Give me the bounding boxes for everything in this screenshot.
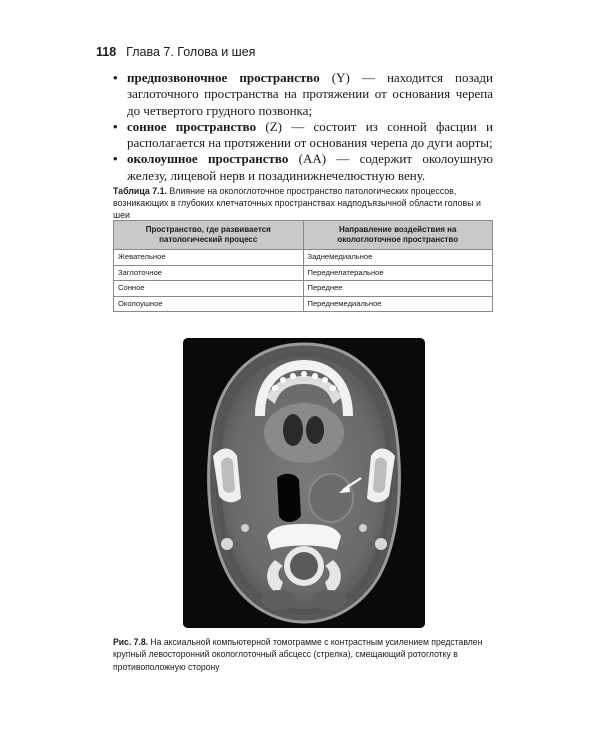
definition: (AA) — содержит околоушную железу, лицевой нерв и позадинижнечелюстную вену. [127, 151, 493, 183]
table-row [114, 265, 493, 281]
bullet-mark: • [113, 70, 118, 85]
table-header-row [114, 221, 493, 250]
table-cell: Жевательное [114, 250, 304, 266]
ct-scan-graphic [183, 338, 425, 628]
definition: (Y) — находится позади заглоточного пространства на протяжении от основания черепа до четвертого грудного позвонка; [127, 70, 493, 118]
table-caption [113, 186, 495, 222]
figure-caption-label: Рис. 7.8. [113, 636, 149, 647]
running-header [96, 45, 255, 59]
chapter-title: Глава 7. Голова и шея [126, 45, 256, 59]
table-row [114, 296, 493, 312]
figure-caption-text: На аксиальной компьютерной томограмме с контрастным усилением представлен крупный левосторонний окологлоточный абсцесс (стрелка), смещающий ротоглотку в противоположную сторону [113, 636, 483, 672]
table-cell: Заглоточное [114, 265, 304, 281]
table-cell: Заднемедиальное [303, 250, 493, 266]
table-row [114, 250, 493, 266]
bullet-mark: • [113, 118, 118, 134]
table-cell: Сонное [114, 281, 304, 297]
table-header-cell: Пространство, где развивается патологический процесс [114, 221, 304, 250]
table-row [114, 281, 493, 297]
ct-scan-image [183, 338, 425, 628]
list-item [113, 119, 493, 152]
list-item [113, 70, 493, 119]
figure-caption [113, 636, 490, 673]
table-caption-label: Таблица 7.1. [113, 186, 167, 197]
table-header-cell: Направление воздействия на окологлоточное пространство [303, 221, 493, 250]
table-cell: Переднемедиальное [303, 296, 493, 312]
page-number: 118 [96, 45, 117, 59]
bullet-list [113, 70, 493, 184]
term: околоушное пространство [127, 151, 289, 167]
term: сонное пространство [127, 118, 257, 134]
table-caption-text: Влияние на окологлоточное пространство патологических процессов, возникающих в глубоких клетчаточных пространствах надподъязычной области головы и шеи [113, 186, 481, 221]
table-cell: Переднее [303, 281, 493, 297]
table-cell: Околоушное [114, 296, 304, 312]
term: предпозвоночное пространство [127, 70, 320, 85]
list-item [113, 151, 493, 184]
spaces-table [113, 220, 493, 312]
definition: (Z) — состоит из сонной фасции и располагается на протяжении от основания черепа до дуги аорты; [127, 118, 493, 151]
bullet-mark: • [113, 151, 118, 167]
table-cell: Переднелатеральное [303, 265, 493, 281]
